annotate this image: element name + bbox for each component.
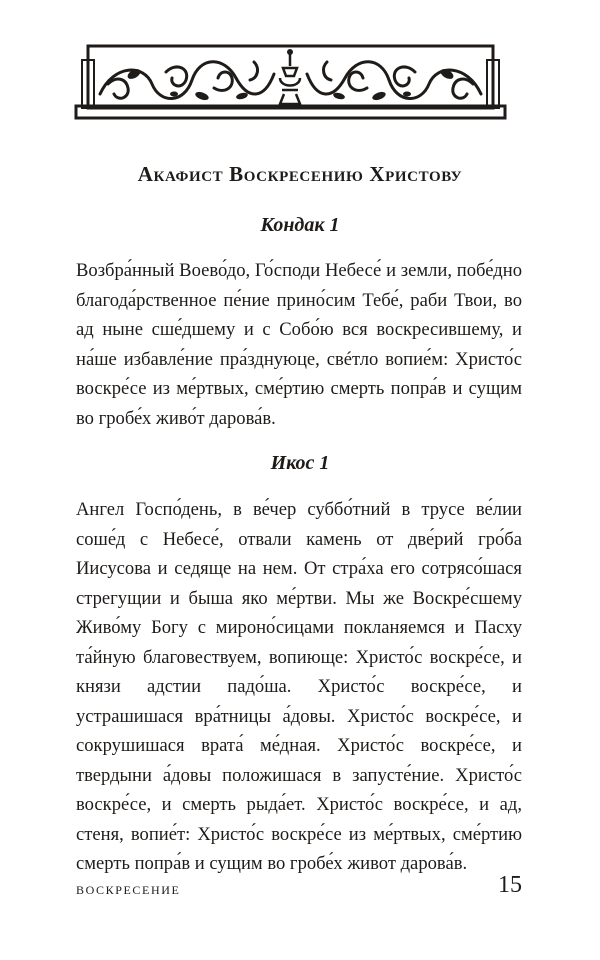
page-number: 15 (498, 872, 522, 898)
ikos-heading: Икос 1 (270, 452, 330, 474)
kondak-text: Возбра́нный Воево́до, Го́споди Небесе́ и земли, побе́дно благода́рственное пе́ние прино́сим Тебе́, раби Твои, во ад ныне сше́дшему и с Собо́ю вся воскресившему, и на́ше избавле́ние пра́зднуюце, свéтло вопие́м: Христо́с воскре́се из ме́ртвых, сме́ртию смерть попра́в и сущим во гробе́х живо́т дарова́в. (76, 260, 522, 429)
ikos-text: Ангел Госпо́день, в ве́чер суббо́тний в трусе ве́лии соше́д с Небесе́, отвали камень от две́рий гро́ба Иисусова и седяще на нем. От стра́ха его сотрясо́шася стрегущии и быша яко ме́ртви. Мы же Воскре́сшему Живо́му Богу с мироно́сицами покланяемся и Пасху та́йную благовествуем, вопиюще: Христо́с воскре́се, и князи адстии падо́ша. Христо́с воскре́се, и устрашишася вра́тницы а́довы. Христо́с воскре́се, и сокрушишася врата́ ме́дная. Христо́с воскре́се, и твердыни а́довы положишася в запусте́ние. Христо́с воскре́се, и смерть рыда́ет. Христо́с воскре́се, и ад, стеня, вопие́т: Христо́с воскре́се из ме́ртвых, сме́ртию смерть попра́в и сущим во гробе́х живот дарова́в. (76, 499, 522, 874)
page-title: Акафист Воскресению Христову (137, 162, 463, 186)
running-footer: ВОСКРЕСЕНИЕ (76, 883, 181, 897)
ornamental-header-icon (74, 44, 507, 120)
kondak-heading: Кондак 1 (260, 214, 340, 236)
